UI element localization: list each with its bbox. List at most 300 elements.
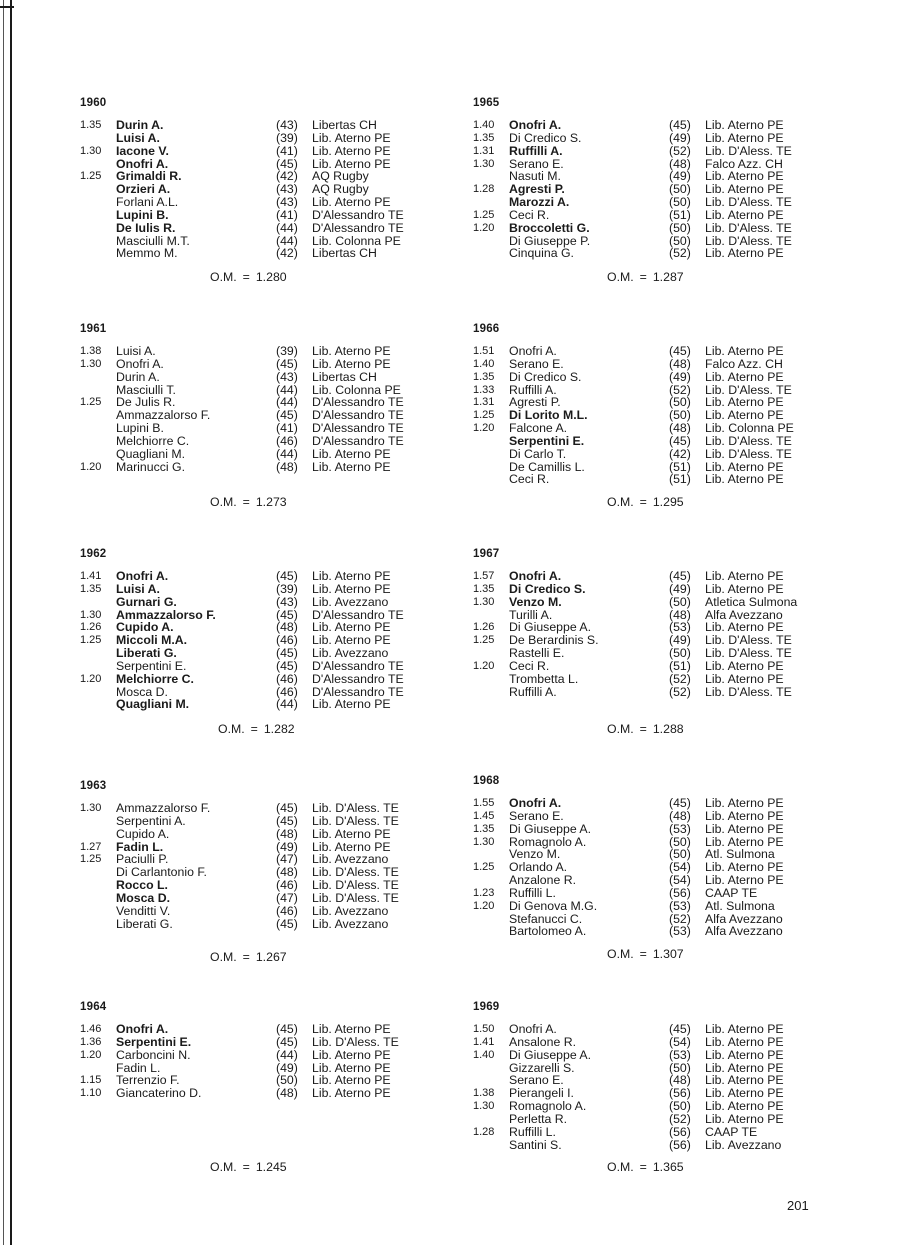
om-label: O.M.: [210, 495, 237, 509]
birth-year: (46): [276, 684, 298, 699]
birth-year: (50): [669, 594, 691, 609]
height-value: 1.30: [80, 357, 102, 370]
birth-year: (46): [276, 903, 298, 918]
result-row: [473, 596, 873, 609]
club-name: Atl. Sulmona: [705, 847, 775, 862]
club-name: Lib. Aterno PE: [312, 459, 391, 474]
height-value: 1.20: [80, 460, 102, 473]
height-value: 1.35: [473, 582, 495, 595]
athlete-name: Di Lorito M.L.: [509, 408, 588, 423]
athlete-name: Agresti P.: [509, 395, 561, 410]
athlete-name: Miccoli M.A.: [116, 633, 188, 648]
club-name: Lib. Aterno PE: [705, 1060, 784, 1075]
height-value: 1.25: [473, 208, 495, 221]
height-value: 1.31: [473, 396, 495, 409]
height-value: 1.20: [473, 659, 495, 672]
club-name: Lib. Aterno PE: [312, 1047, 391, 1062]
athlete-name: Onofri A.: [116, 356, 164, 371]
result-row: [80, 828, 480, 841]
club-name: Libertas CH: [312, 369, 377, 384]
club-name: Lib. Avezzano: [312, 916, 389, 931]
height-value: 1.35: [80, 119, 102, 131]
club-name: D'Alessandro TE: [312, 607, 404, 622]
om-label: O.M.: [607, 495, 634, 509]
club-name: Lib. Aterno PE: [705, 834, 784, 849]
athlete-name: Mosca D.: [116, 890, 170, 905]
birth-year: (45): [276, 569, 298, 583]
club-name: Lib. Aterno PE: [312, 620, 391, 635]
birth-year: (52): [669, 1111, 691, 1126]
birth-year: (48): [669, 607, 691, 622]
athlete-name: De Iulis R.: [116, 220, 176, 235]
athlete-name: Di Credico S.: [509, 130, 582, 145]
om-average: [210, 1160, 293, 1174]
athlete-name: Onofri A.: [509, 344, 557, 358]
birth-year: (39): [276, 581, 298, 596]
birth-year: (53): [669, 821, 691, 836]
result-row: [80, 1049, 480, 1062]
athlete-name: Durin A.: [116, 369, 160, 384]
club-name: Lib. Avezzano: [312, 594, 389, 609]
result-row: [473, 797, 873, 810]
birth-year: (45): [669, 344, 691, 358]
club-name: D'Alessandro TE: [312, 658, 404, 673]
club-name: Lib. Avezzano: [312, 852, 389, 867]
club-name: AQ Rugby: [312, 169, 369, 184]
result-row: [80, 448, 480, 461]
athlete-name: Perletta R.: [509, 1111, 568, 1126]
result-row: [473, 660, 873, 673]
club-name: Lib. Aterno PE: [705, 169, 784, 184]
om-value: 1.280: [255, 270, 287, 284]
club-name: Lib. Aterno PE: [312, 143, 391, 158]
club-name: Lib. D'Aless. TE: [705, 646, 792, 661]
birth-year: (43): [276, 195, 298, 210]
om-equals: =: [242, 270, 250, 284]
results-list: [473, 797, 873, 938]
athlete-name: Trombetta L.: [509, 671, 579, 686]
result-row: [80, 698, 480, 711]
height-value: 1.51: [473, 345, 495, 357]
result-row: [473, 1113, 873, 1126]
height-value: 1.57: [473, 570, 495, 582]
birth-year: (50): [669, 233, 691, 248]
athlete-name: Onofri A.: [116, 569, 169, 583]
birth-year: (50): [669, 847, 691, 862]
athlete-name: Bartolomeo A.: [509, 924, 587, 939]
result-row: [80, 879, 480, 892]
club-name: Lib. Aterno PE: [705, 459, 784, 474]
club-name: Lib. Aterno PE: [705, 671, 784, 686]
birth-year: (48): [276, 459, 298, 474]
height-value: 1.30: [80, 802, 102, 814]
club-name: Lib. Aterno PE: [312, 446, 391, 461]
club-name: Libertas CH: [312, 118, 377, 132]
left-margin-tick: [0, 6, 14, 8]
height-value: 1.26: [80, 621, 102, 634]
athlete-name: Onofri A.: [509, 569, 562, 583]
birth-year: (48): [669, 356, 691, 371]
club-name: CAAP TE: [705, 1124, 758, 1139]
athlete-name: Di Giuseppe P.: [509, 233, 591, 248]
athlete-name: Ansalone R.: [509, 1034, 576, 1049]
height-value: 1.10: [80, 1087, 102, 1100]
om-average: [607, 1160, 690, 1174]
height-value: 1.41: [80, 570, 102, 582]
result-row: [80, 196, 480, 209]
club-name: Lib. D'Aless. TE: [312, 878, 399, 893]
birth-year: (50): [669, 220, 691, 235]
height-value: 1.30: [80, 144, 102, 157]
height-value: 1.36: [80, 1035, 102, 1048]
om-average: [210, 495, 293, 509]
result-row: [473, 810, 873, 823]
athlete-name: Romagnolo A.: [509, 1099, 587, 1114]
club-name: Lib. Aterno PE: [312, 826, 391, 841]
athlete-name: Ammazzalorso F.: [116, 801, 211, 815]
club-name: Lib. D'Aless. TE: [312, 865, 399, 880]
year-block-1961: [80, 323, 480, 523]
athlete-name: Di Giuseppe A.: [509, 1047, 592, 1062]
birth-year: (42): [669, 446, 691, 461]
height-value: 1.30: [80, 608, 102, 621]
club-name: Lib. Aterno PE: [312, 1022, 391, 1036]
athlete-name: Liberati G.: [116, 916, 173, 931]
athlete-name: Ruffilli L.: [509, 885, 556, 900]
athlete-name: Turilli A.: [509, 607, 553, 622]
result-row: [473, 1049, 873, 1062]
athlete-name: Serpentini E.: [116, 1034, 192, 1049]
birth-year: (43): [276, 369, 298, 384]
result-row: [80, 247, 480, 260]
om-label: O.M.: [210, 950, 237, 964]
club-name: Lib. D'Aless. TE: [705, 446, 792, 461]
year-block-1965: [473, 97, 873, 297]
athlete-name: Ceci R.: [509, 658, 550, 673]
club-name: Lib. Aterno PE: [705, 130, 784, 145]
athlete-name: Ruffilli A.: [509, 382, 557, 397]
height-value: 1.35: [473, 370, 495, 383]
result-row: [80, 345, 480, 358]
birth-year: (50): [669, 395, 691, 410]
om-equals: =: [639, 495, 647, 509]
result-row: [80, 892, 480, 905]
birth-year: (47): [276, 890, 298, 905]
height-value: 1.20: [80, 1048, 102, 1061]
birth-year: (48): [669, 1073, 691, 1088]
results-list: [80, 1023, 480, 1100]
height-value: 1.27: [80, 840, 102, 853]
club-name: Alfa Avezzano: [705, 911, 783, 926]
club-name: Lib. Aterno PE: [312, 569, 391, 583]
club-name: Lib. Aterno PE: [705, 1047, 784, 1062]
athlete-name: Luisi A.: [116, 344, 156, 358]
birth-year: (48): [669, 808, 691, 823]
club-name: Lib. Colonna PE: [705, 421, 794, 436]
year-block-1962: [80, 548, 480, 748]
year-heading: 1964: [80, 1001, 107, 1013]
club-name: Lib. Aterno PE: [705, 1022, 784, 1036]
club-name: Lib. D'Aless. TE: [312, 813, 399, 828]
year-heading: 1960: [80, 97, 107, 109]
results-list: [80, 345, 480, 473]
athlete-name: Venzo M.: [509, 594, 562, 609]
result-row: [473, 132, 873, 145]
om-value: 1.307: [652, 947, 684, 961]
height-value: 1.35: [473, 131, 495, 144]
club-name: Falco Azz. CH: [705, 156, 783, 171]
result-row: [80, 918, 480, 931]
result-row: [80, 358, 480, 371]
birth-year: (39): [276, 344, 298, 358]
birth-year: (52): [669, 246, 691, 261]
year-heading: 1968: [473, 775, 500, 787]
result-row: [80, 660, 480, 673]
birth-year: (49): [669, 633, 691, 648]
om-label: O.M.: [210, 1160, 237, 1174]
club-name: Lib. D'Aless. TE: [705, 233, 792, 248]
birth-year: (42): [276, 246, 298, 261]
club-name: Lib. Aterno PE: [705, 118, 784, 132]
club-name: Lib. Aterno PE: [705, 796, 784, 810]
height-value: 1.26: [473, 621, 495, 634]
club-name: Lib. Colonna PE: [312, 382, 401, 397]
club-name: Lib. Aterno PE: [705, 246, 784, 261]
om-equals: =: [250, 722, 258, 736]
year-block-1966: [473, 323, 873, 523]
club-name: Lib. Aterno PE: [705, 808, 784, 823]
result-row: [473, 1023, 873, 1036]
year-block-1967: [473, 548, 873, 748]
birth-year: (52): [669, 671, 691, 686]
birth-year: (49): [669, 581, 691, 596]
left-margin-thin-line: [3, 0, 4, 1245]
height-value: 1.15: [80, 1074, 102, 1087]
athlete-name: Serano E.: [509, 356, 564, 371]
result-row: [473, 422, 873, 435]
athlete-name: Cinquina G.: [509, 246, 574, 261]
athlete-name: Mosca D.: [116, 684, 168, 699]
result-row: [473, 448, 873, 461]
athlete-name: Terrenzio F.: [116, 1073, 180, 1088]
birth-year: (45): [669, 1022, 691, 1036]
athlete-name: Pierangeli I.: [509, 1086, 574, 1101]
athlete-name: Serano E.: [509, 1073, 564, 1088]
birth-year: (51): [669, 459, 691, 474]
athlete-name: De Julis R.: [116, 395, 176, 410]
athlete-name: Venzo M.: [509, 847, 561, 862]
athlete-name: Serpentini E.: [509, 433, 585, 448]
athlete-name: Orzieri A.: [116, 182, 171, 197]
athlete-name: Onofri A.: [116, 156, 169, 171]
club-name: Lib. Aterno PE: [312, 356, 391, 371]
athlete-name: Masciulli T.: [116, 382, 176, 397]
birth-year: (45): [276, 607, 298, 622]
result-row: [80, 596, 480, 609]
athlete-name: De Camillis L.: [509, 459, 585, 474]
year-block-1968: [473, 775, 873, 975]
club-name: Lib. Aterno PE: [705, 207, 784, 222]
club-name: Lib. Aterno PE: [705, 620, 784, 635]
club-name: Atl. Sulmona: [705, 898, 775, 913]
birth-year: (56): [669, 1086, 691, 1101]
result-row: [473, 887, 873, 900]
om-equals: =: [639, 722, 647, 736]
result-row: [473, 222, 873, 235]
height-value: 1.38: [80, 345, 102, 357]
height-value: 1.46: [80, 1023, 102, 1035]
club-name: Lib. D'Aless. TE: [705, 684, 792, 699]
club-name: Alfa Avezzano: [705, 924, 783, 939]
height-value: 1.35: [473, 822, 495, 835]
athlete-name: Melchiorre C.: [116, 433, 190, 448]
results-list: [473, 119, 873, 260]
club-name: Lib. Aterno PE: [312, 130, 391, 145]
om-label: O.M.: [218, 722, 245, 736]
birth-year: (45): [276, 156, 298, 171]
year-heading: 1962: [80, 548, 107, 560]
athlete-name: Lupini B.: [116, 207, 169, 222]
athlete-name: Fadin L.: [116, 839, 164, 854]
athlete-name: Gurnari G.: [116, 594, 177, 609]
birth-year: (53): [669, 924, 691, 939]
club-name: D'Alessandro TE: [312, 421, 404, 436]
athlete-name: Di Credico S.: [509, 581, 586, 596]
result-row: [473, 473, 873, 486]
height-value: 1.30: [473, 835, 495, 848]
club-name: Lib. Aterno PE: [705, 395, 784, 410]
athlete-name: Marozzi A.: [509, 195, 570, 210]
club-name: Lib. Aterno PE: [705, 1073, 784, 1088]
birth-year: (45): [669, 433, 691, 448]
height-value: 1.23: [473, 886, 495, 899]
result-row: [80, 132, 480, 145]
birth-year: (49): [276, 1060, 298, 1075]
birth-year: (48): [276, 620, 298, 635]
club-name: D'Alessandro TE: [312, 684, 404, 699]
om-value: 1.295: [652, 495, 684, 509]
birth-year: (45): [276, 801, 298, 815]
birth-year: (56): [669, 1137, 691, 1152]
club-name: Lib. Aterno PE: [312, 156, 391, 171]
birth-year: (50): [669, 195, 691, 210]
club-name: Lib. Aterno PE: [312, 581, 391, 596]
result-row: [473, 900, 873, 913]
om-equals: =: [242, 1160, 250, 1174]
athlete-name: Quagliani M.: [116, 697, 190, 712]
height-value: 1.45: [473, 809, 495, 822]
athlete-name: Nasuti M.: [509, 169, 561, 184]
birth-year: (48): [276, 865, 298, 880]
club-name: Lib. Aterno PE: [312, 1060, 391, 1075]
athlete-name: Orlando A.: [509, 860, 568, 875]
athlete-name: Onofri A.: [509, 796, 562, 810]
athlete-name: Memmo M.: [116, 246, 178, 261]
result-row: [473, 925, 873, 938]
result-row: [80, 1036, 480, 1049]
athlete-name: Stefanucci C.: [509, 911, 583, 926]
birth-year: (52): [669, 684, 691, 699]
club-name: Lib. D'Aless. TE: [705, 382, 792, 397]
om-label: O.M.: [607, 722, 634, 736]
club-name: Lib. Aterno PE: [705, 1099, 784, 1114]
result-row: [80, 1023, 480, 1036]
om-value: 1.282: [263, 722, 295, 736]
athlete-name: Luisi A.: [116, 130, 160, 145]
result-row: [473, 345, 873, 358]
club-name: Lib. D'Aless. TE: [312, 1034, 399, 1049]
result-row: [473, 673, 873, 686]
birth-year: (43): [276, 594, 298, 609]
om-value: 1.267: [255, 950, 287, 964]
club-name: Lib. Aterno PE: [705, 821, 784, 836]
athlete-name: Forlani A.L.: [116, 195, 179, 210]
result-row: [473, 874, 873, 887]
birth-year: (56): [669, 1124, 691, 1139]
result-row: [473, 570, 873, 583]
birth-year: (41): [276, 207, 298, 222]
athlete-name: Liberati G.: [116, 646, 177, 661]
height-value: 1.20: [473, 221, 495, 234]
height-value: 1.31: [473, 144, 495, 157]
result-row: [80, 461, 480, 474]
page-number: 201: [787, 1198, 809, 1213]
om-equals: =: [639, 1160, 647, 1174]
athlete-name: Onofri A.: [116, 1022, 169, 1036]
height-value: 1.30: [473, 157, 495, 170]
results-list: [473, 345, 873, 486]
athlete-name: Ceci R.: [509, 207, 550, 222]
results-list: [80, 570, 480, 711]
year-heading: 1966: [473, 323, 500, 335]
club-name: Lib. Aterno PE: [705, 873, 784, 888]
birth-year: (53): [669, 898, 691, 913]
athlete-name: Ammazzalorso F.: [116, 408, 211, 423]
club-name: Lib. D'Aless. TE: [705, 633, 792, 648]
result-row: [80, 905, 480, 918]
club-name: Lib. Aterno PE: [705, 1086, 784, 1101]
height-value: 1.28: [473, 183, 495, 196]
result-row: [80, 647, 480, 660]
birth-year: (47): [276, 852, 298, 867]
height-value: 1.30: [473, 595, 495, 608]
club-name: AQ Rugby: [312, 182, 369, 197]
birth-year: (45): [276, 1022, 298, 1036]
height-value: 1.25: [80, 634, 102, 647]
birth-year: (54): [669, 860, 691, 875]
result-row: [80, 570, 480, 583]
birth-year: (49): [669, 169, 691, 184]
birth-year: (39): [276, 130, 298, 145]
birth-year: (44): [276, 382, 298, 397]
athlete-name: Di Credico S.: [509, 369, 582, 384]
athlete-name: Fadin L.: [116, 1060, 161, 1075]
om-average: [607, 947, 690, 961]
birth-year: (45): [276, 658, 298, 673]
birth-year: (42): [276, 169, 298, 184]
birth-year: (53): [669, 1047, 691, 1062]
club-name: Atletica Sulmona: [705, 594, 798, 609]
birth-year: (46): [276, 671, 298, 686]
athlete-name: Di Giuseppe A.: [509, 821, 592, 836]
athlete-name: Paciulli P.: [116, 852, 169, 867]
result-row: [80, 209, 480, 222]
club-name: Lib. Aterno PE: [705, 1111, 784, 1126]
birth-year: (51): [669, 207, 691, 222]
athlete-name: Ruffilli L.: [509, 1124, 556, 1139]
height-value: 1.33: [473, 383, 495, 396]
result-row: [80, 119, 480, 132]
